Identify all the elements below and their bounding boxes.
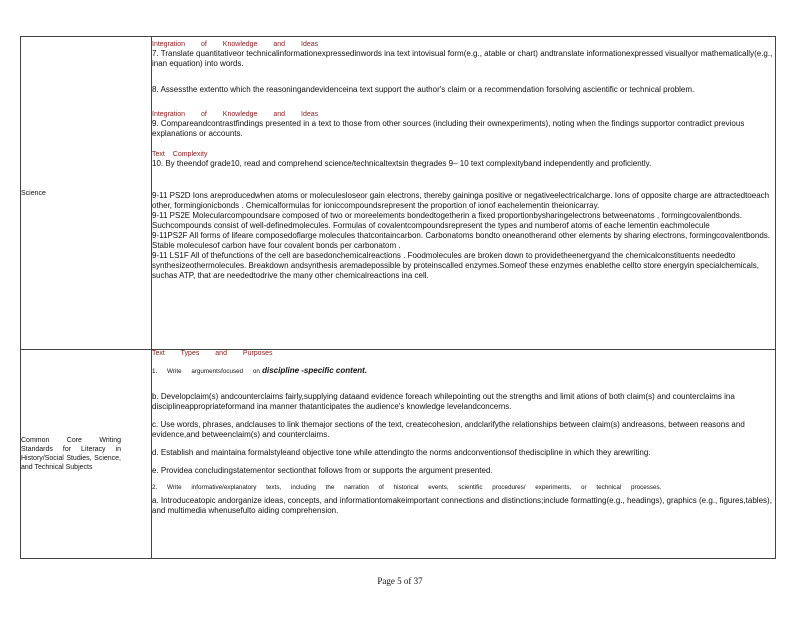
standard-8: 8. Assessthe extentto which the reasoningandevidenceina text support the author's claim or a recommendation forsolving ascientific or technical problem. [152,85,695,94]
purposes-heading: Text Types and Purposes [152,350,273,357]
integration-heading-1: Integration of Knowledge and Ideas [152,41,319,48]
integration-heading-2: Integration of Knowledge and Ideas [152,111,319,118]
standard-7: 7. Translate quantitativeor technicalinformationexpressedinwords ina text intovisual form(e.g., atable or chart) andtranslate informationexpressed visuallyor mathematically(e.g., inan equation) into words. [152,49,773,68]
science-standards-cell [152,37,776,350]
writing-standard-1-emphasis: discipline -specific content. [262,366,368,375]
writing-standard-2: 2. Write informative/explanatory texts, including the narration of historical events, scientific procedures/ experiments, or technical processes. [152,484,662,491]
writing-item-e: e. Providea concludingstatementor sectionthat follows from or supports the argument presented. [152,466,493,475]
writing-standard-1-text: 1. Write argumentsfocused on [152,368,260,375]
standard-ps2e: 9-11 PS2E Molecularcompoundsare composed of two or moreelements bondedtogetherin a fixed proportionbysharingelectrons betweenatoms , formingcovalentbonds. Suchcompounds consist of well-definedmolecules. Formulas of covalentcompoundsrepresent the types and numberof atoms of eache lementin eachmolecule [152,211,742,230]
standard-ps2d: 9-11 PS2D Ions areproducedwhen atoms or moleculesloseor gain electrons, thereby gaininga positive or negativeelectricalcharge. Ions of opposite charge are attractedtoeach other, formingionicbonds . Chemicalformulas for ioniccompoundsrepresent the proportion of ionof eachelementin theionicarray. [152,191,770,210]
writing-row [21,350,776,559]
page-number: Page 5 of 37 [377,576,423,586]
writing-standards-cell [152,350,776,559]
writing-item-d: d. Establish and maintaina formalstyleand objective tone while attendingto the norms andconventionsof thediscipline in which they arewriting. [152,448,651,457]
writing-item-c: c. Use words, phrases, andclauses to link themajor sections of the text, createcohesion, andclarifythe relationships between claim(s) andreasons, between reasons and evidence,and betweenclaim(s) and counterclaims. [152,420,745,439]
writing-standard-1 [152,366,775,376]
writing-label: Common Core Writing Standards for Literacy in History/Social Studies, Science, and Technical Subjects [21,437,121,471]
standard-ps2f: 9-11PS2F All forms of lifeare composedoflarge molecules thatcontaincarbon. Carbonatoms bondto oneanotherand other elements by sharing electrons, formingcovalentbonds. Stable moleculesof carbon have four covalent bonds per carbonatom . [152,231,770,250]
standard-9: 9. Compareandcontrastfindings presented in a text to those from other sources (including their ownexperiments), noting when the findings supportor contradict previous explanations or accounts. [152,119,745,138]
science-subject-cell [21,37,152,350]
science-row [21,37,776,350]
standard-ls1f: 9-11 LS1F All of thefunctions of the cell are basedonchemicalreactions . Foodmolecules are broken down to providetheenergyand the chemicalconstituents neededto synthesizeothermolecules. Breakdown andsynthesis aremadepossible by proteinscalled enzymes.Someof these enzymes enablethe cellto store energyin specialchemicals, suchas ATP, that are neededtodrive the many other chemicalreactions ina cell. [152,251,759,280]
writing-subject-cell [21,350,152,559]
standards-table [20,36,776,559]
complexity-heading: Text Complexity [152,151,208,158]
writing-item-b: b. Developclaim(s) andcounterclaims fairly,supplying dataand evidence foreach whilepointing out the strengths and limit ations of both claim(s) and counterclaims ina disciplineappropriateformand ina manner thatanticipates the audience's knowledge levelandconcerns. [152,392,735,411]
writing-item-a: a. Introduceatopic andorganize ideas, concepts, and informationtomakeimportant connections and distinctions;include formatting(e.g., headings), graphics (e.g., figures,tables), and multimedia whenusefulto aiding comprehension. [152,496,772,515]
standard-10: 10. By theendof grade10, read and comprehend science/technicaltextsin thegrades 9– 10 text complexityband independently and proficiently. [152,159,652,168]
science-label: Science [21,189,46,197]
